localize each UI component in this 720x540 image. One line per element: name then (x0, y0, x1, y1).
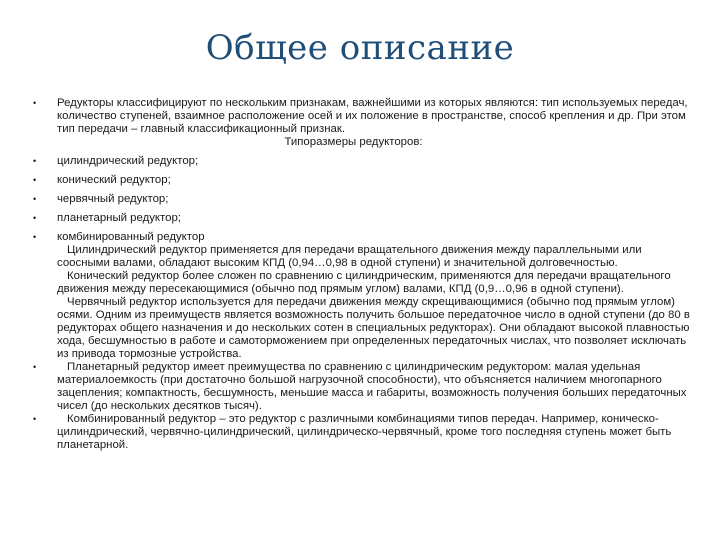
bullet-icon: • (33, 98, 37, 108)
bullet-icon: • (33, 175, 37, 185)
list-item-type-2 (30, 174, 690, 187)
paragraph-worm: Червячный редуктор используется для передачи движения между скрещивающимися (обычно под прямым углом) осями. Одним из преимуществ является возможность получить большое передаточное число в одной ступени (до 80 в редукторах общего назначения и до нескольких сотен в специальных редукторах). Они обладают высокой плавностью хода, бесшумностью в работе и самоторможением при определенных передаточных числах, что позволяет исключать из привода тормозные устройства. (57, 296, 690, 360)
list-item-combined (30, 413, 690, 452)
type-label: конический редуктор; (57, 174, 171, 186)
type-label: комбинированный редуктор (57, 231, 205, 243)
paragraph-combined: Комбинированный редуктор – это редуктор с различными комбинациями типов передач. Например, коническо-цилиндрический, червячно-цилиндрический, цилиндрическо-червячный, кроме того последняя ступень может быть планетарной. (57, 413, 672, 451)
paragraph-conical: Конический редуктор более сложен по сравнению с цилиндрическим, применяются для передачи вращательного движения между пересекающимися (обычно под прямым углом) валами, КПД (0,9…0,96 в одной ступени). (57, 270, 671, 295)
slide-content (30, 97, 690, 452)
type-label: цилиндрический редуктор; (57, 155, 199, 167)
list-item-type-3 (30, 193, 690, 206)
list-item-intro (30, 97, 690, 149)
bullet-icon: • (33, 194, 37, 204)
intro-text: Редукторы классифицируют по нескольким признакам, важнейшими из которых являются: тип используемых передач, количество ступеней, взаимное расположение осей и их положение в пространстве, способ крепления и др. При этом тип передачи – главный классификационный признак. (57, 97, 688, 135)
paragraph-planetary: Планетарный редуктор имеет преимущества по сравнению с цилиндрическим редуктором: малая удельная материалоемкость (при достаточно большой нагрузочной способности), что объясняется наличием многопарного зацепления; компактность, бесшумность, меньшие масса и габариты, возможность получения больших передаточных чисел (до нескольких десятков тысяч). (57, 361, 687, 412)
list-item-type-1 (30, 155, 690, 168)
type-label: червячный редуктор; (57, 193, 169, 205)
bullet-icon: • (33, 213, 37, 223)
types-subheading: Типоразмеры редукторов: (284, 136, 423, 148)
bullet-icon: • (33, 156, 37, 166)
paragraph-cylindrical: Цилиндрический редуктор применяется для передачи вращательного движения между параллельными или соосными валами, обладают высоким КПД (0,94…0,98 в одной ступени) и значительной долговечностью. (57, 244, 642, 269)
list-item-type-5 (30, 231, 690, 361)
type-label: планетарный редуктор; (57, 212, 181, 224)
slide-title: Общее описание (205, 28, 515, 68)
bullet-icon: • (33, 414, 37, 424)
bullet-icon: • (33, 232, 37, 242)
list-item-type-4 (30, 212, 690, 225)
list-item-planetary (30, 361, 690, 413)
bullet-icon: • (33, 362, 37, 372)
